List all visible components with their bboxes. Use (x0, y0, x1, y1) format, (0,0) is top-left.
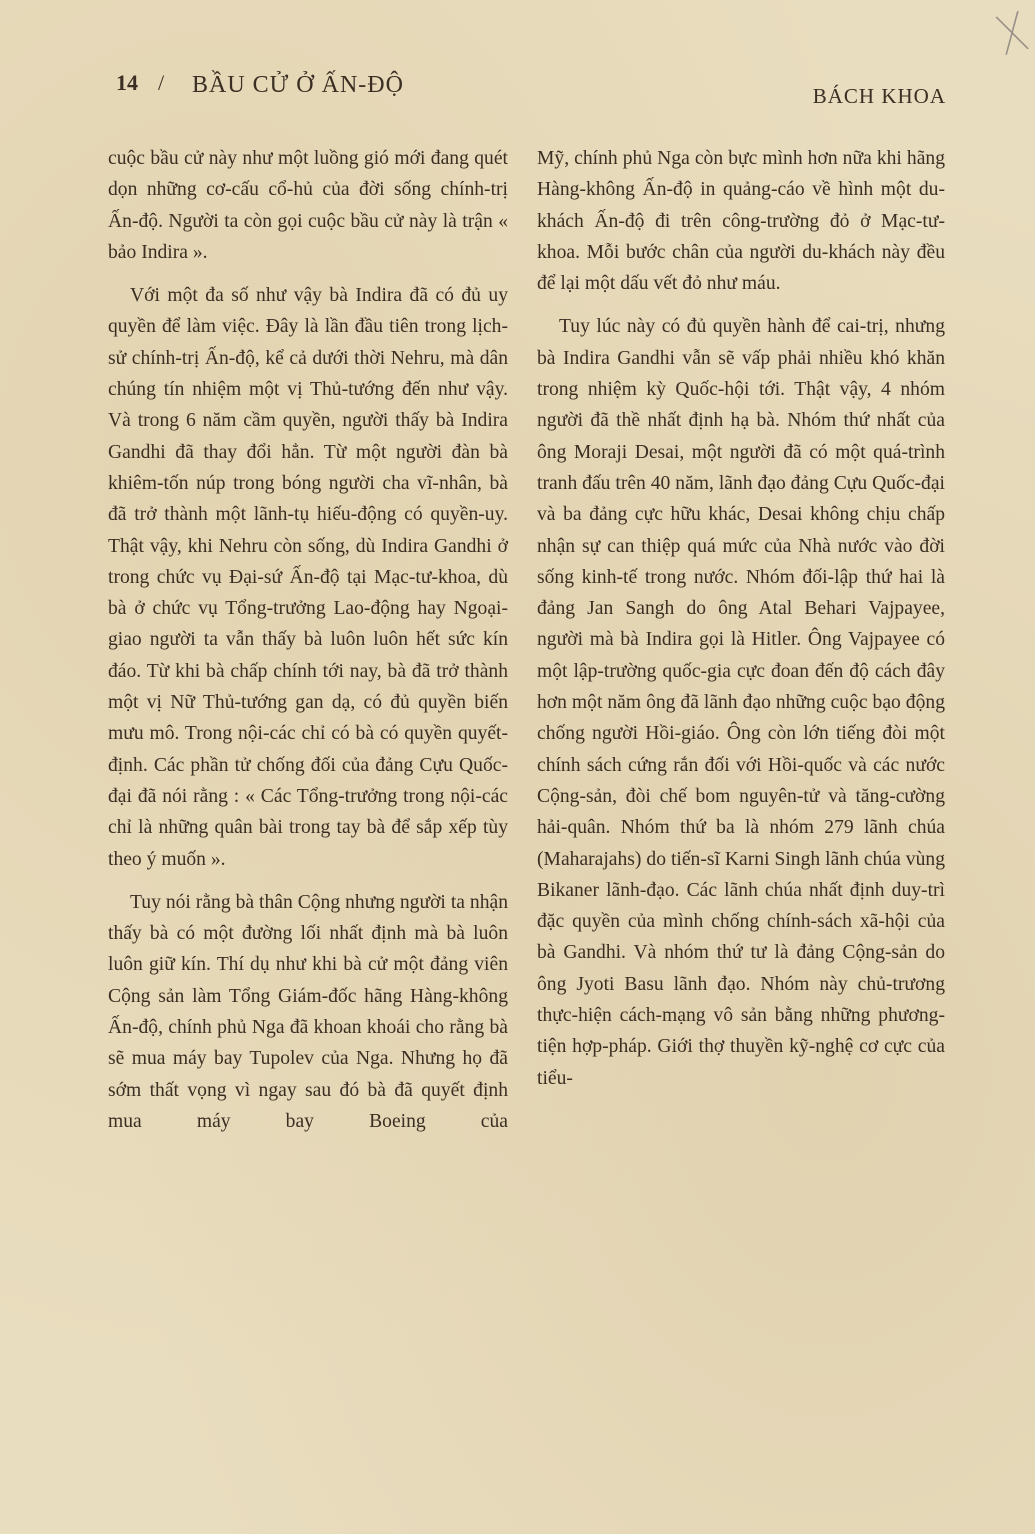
paragraph: Với một đa số như vậy bà Indira đã có đủ uy quyền để làm việc. Đây là lần đầu tiên trong lịch-sử chính-trị Ấn-độ, kể cả dưới thời Nehru, mà dân chúng tín nhiệm một vị Thủ-tướng đến như vậy. Và trong 6 năm cầm quyền, người thấy bà Indira Gandhi đã thay đổi hẳn. Từ một người đàn bà khiêm-tốn núp trong bóng người cha vĩ-nhân, bà đã trở thành một lãnh-tụ hiếu-động có quyền-uy. Thật vậy, khi Nehru còn sống, dù Indira Gandhi ở trong chức vụ Đại-sứ Ấn-độ tại Mạc-tư-khoa, dù bà ở chức vụ Tổng-trưởng Lao-động hay Ngoại-giao người ta vẫn thấy bà luôn luôn hết sức kín đáo. Từ khi bà chấp chính tới nay, bà đã trở thành một vị Nữ Thủ-tướng gan dạ, có đủ quyền biến mưu mô. Trong nội-các chỉ có bà có quyền quyết-định. Các phần tử chống đối của đảng Cựu Quốc-đại đã nói rằng : « Các Tổng-trưởng trong nội-các chỉ là những quân bài trong tay bà để sắp xếp tùy theo ý muốn ». (108, 285, 508, 870)
paragraph: Tuy lúc này có đủ quyền hành để cai-trị, nhưng bà Indira Gandhi vẫn sẽ vấp phải nhiều khó khăn trong nhiệm kỳ Quốc-hội tới. Thật vậy, 4 nhóm người đã thề nhất định hạ bà. Nhóm thứ nhất của ông Moraji Desai, một người đã có một quá-trình tranh đấu trên 40 năm, lãnh đạo đảng Cựu Quốc-đại và ba đảng cực hữu khác, Desai không chịu chấp nhận sự can thiệp quá mức của Nhà nước vào đời sống kinh-tế trong nước. Nhóm đối-lập thứ hai là đảng Jan Sangh do ông Atal Behari Vajpayee, người mà bà Indira gọi là Hitler. Ông Vajpayee có một lập-trường quốc-gia cực đoan đến độ cách đây hơn một năm ông đã lãnh đạo những cuộc bạo động chống người Hồi-giáo. Ông còn lớn tiếng đòi một chính sách cứng rắn đối với Hồi-quốc và các nước Cộng-sản, đòi chế bom nguyên-tử và tăng-cường hải-quân. Nhóm thứ ba là nhóm 279 lãnh chúa (Maharajahs) do tiến-sĩ Karni Singh lãnh chúa vùng Bikaner lãnh-đạo. Các lãnh chúa nhất định duy-trì đặc quyền của mình chống chính-sách xã-hội của bà Gandhi. Và nhóm thứ tư là đảng Cộng-sản do ông Jyoti Basu lãnh đạo. Nhóm này chủ-trương thực-hiện cách-mạng vô sản bằng những phương-tiện hợp-pháp. Giới thợ thuyền kỹ-nghệ cơ cực của tiểu- (537, 316, 945, 1089)
paragraph: Mỹ, chính phủ Nga còn bực mình hơn nữa khi hãng Hàng-không Ấn-độ in quảng-cáo về hình một du-khách Ấn-độ đi trên công-trường đỏ ở Mạc-tư-khoa. Mỗi bước chân của người du-khách này đều để lại một dấu vết đỏ như máu. (537, 148, 945, 295)
paragraph: Tuy nói rằng bà thân Cộng nhưng người ta nhận thấy bà có một đường lối nhất định mà bà luôn luôn giữ kín. Thí dụ như khi bà cử một đảng viên Cộng sản làm Tổng Giám-đốc hãng Hàng-không Ấn-độ, chính phủ Nga đã khoan khoái cho rằng bà sẽ mua máy bay Tupolev của Nga. Nhưng họ đã sớm thất vọng vì ngay sau đó bà đã quyết định mua máy bay Boeing của (108, 891, 508, 1132)
page-number: 14 (116, 70, 138, 95)
corner-ink-mark-icon: ᚷ (992, 5, 1032, 62)
left-text-column (108, 143, 508, 1149)
magazine-name: BÁCH KHOA (812, 84, 946, 108)
right-text-column (537, 143, 945, 1106)
article-title: BẦU CỬ Ở ẤN-ĐỘ (192, 72, 404, 98)
header-separator: / (158, 70, 165, 95)
running-header (116, 70, 946, 110)
paragraph: cuộc bầu cử này như một luồng gió mới đang quét dọn những cơ-cấu cổ-hủ của đời sống chính-trị Ấn-độ. Người ta còn gọi cuộc bầu cử này là trận « bảo Indira ». (108, 148, 508, 263)
